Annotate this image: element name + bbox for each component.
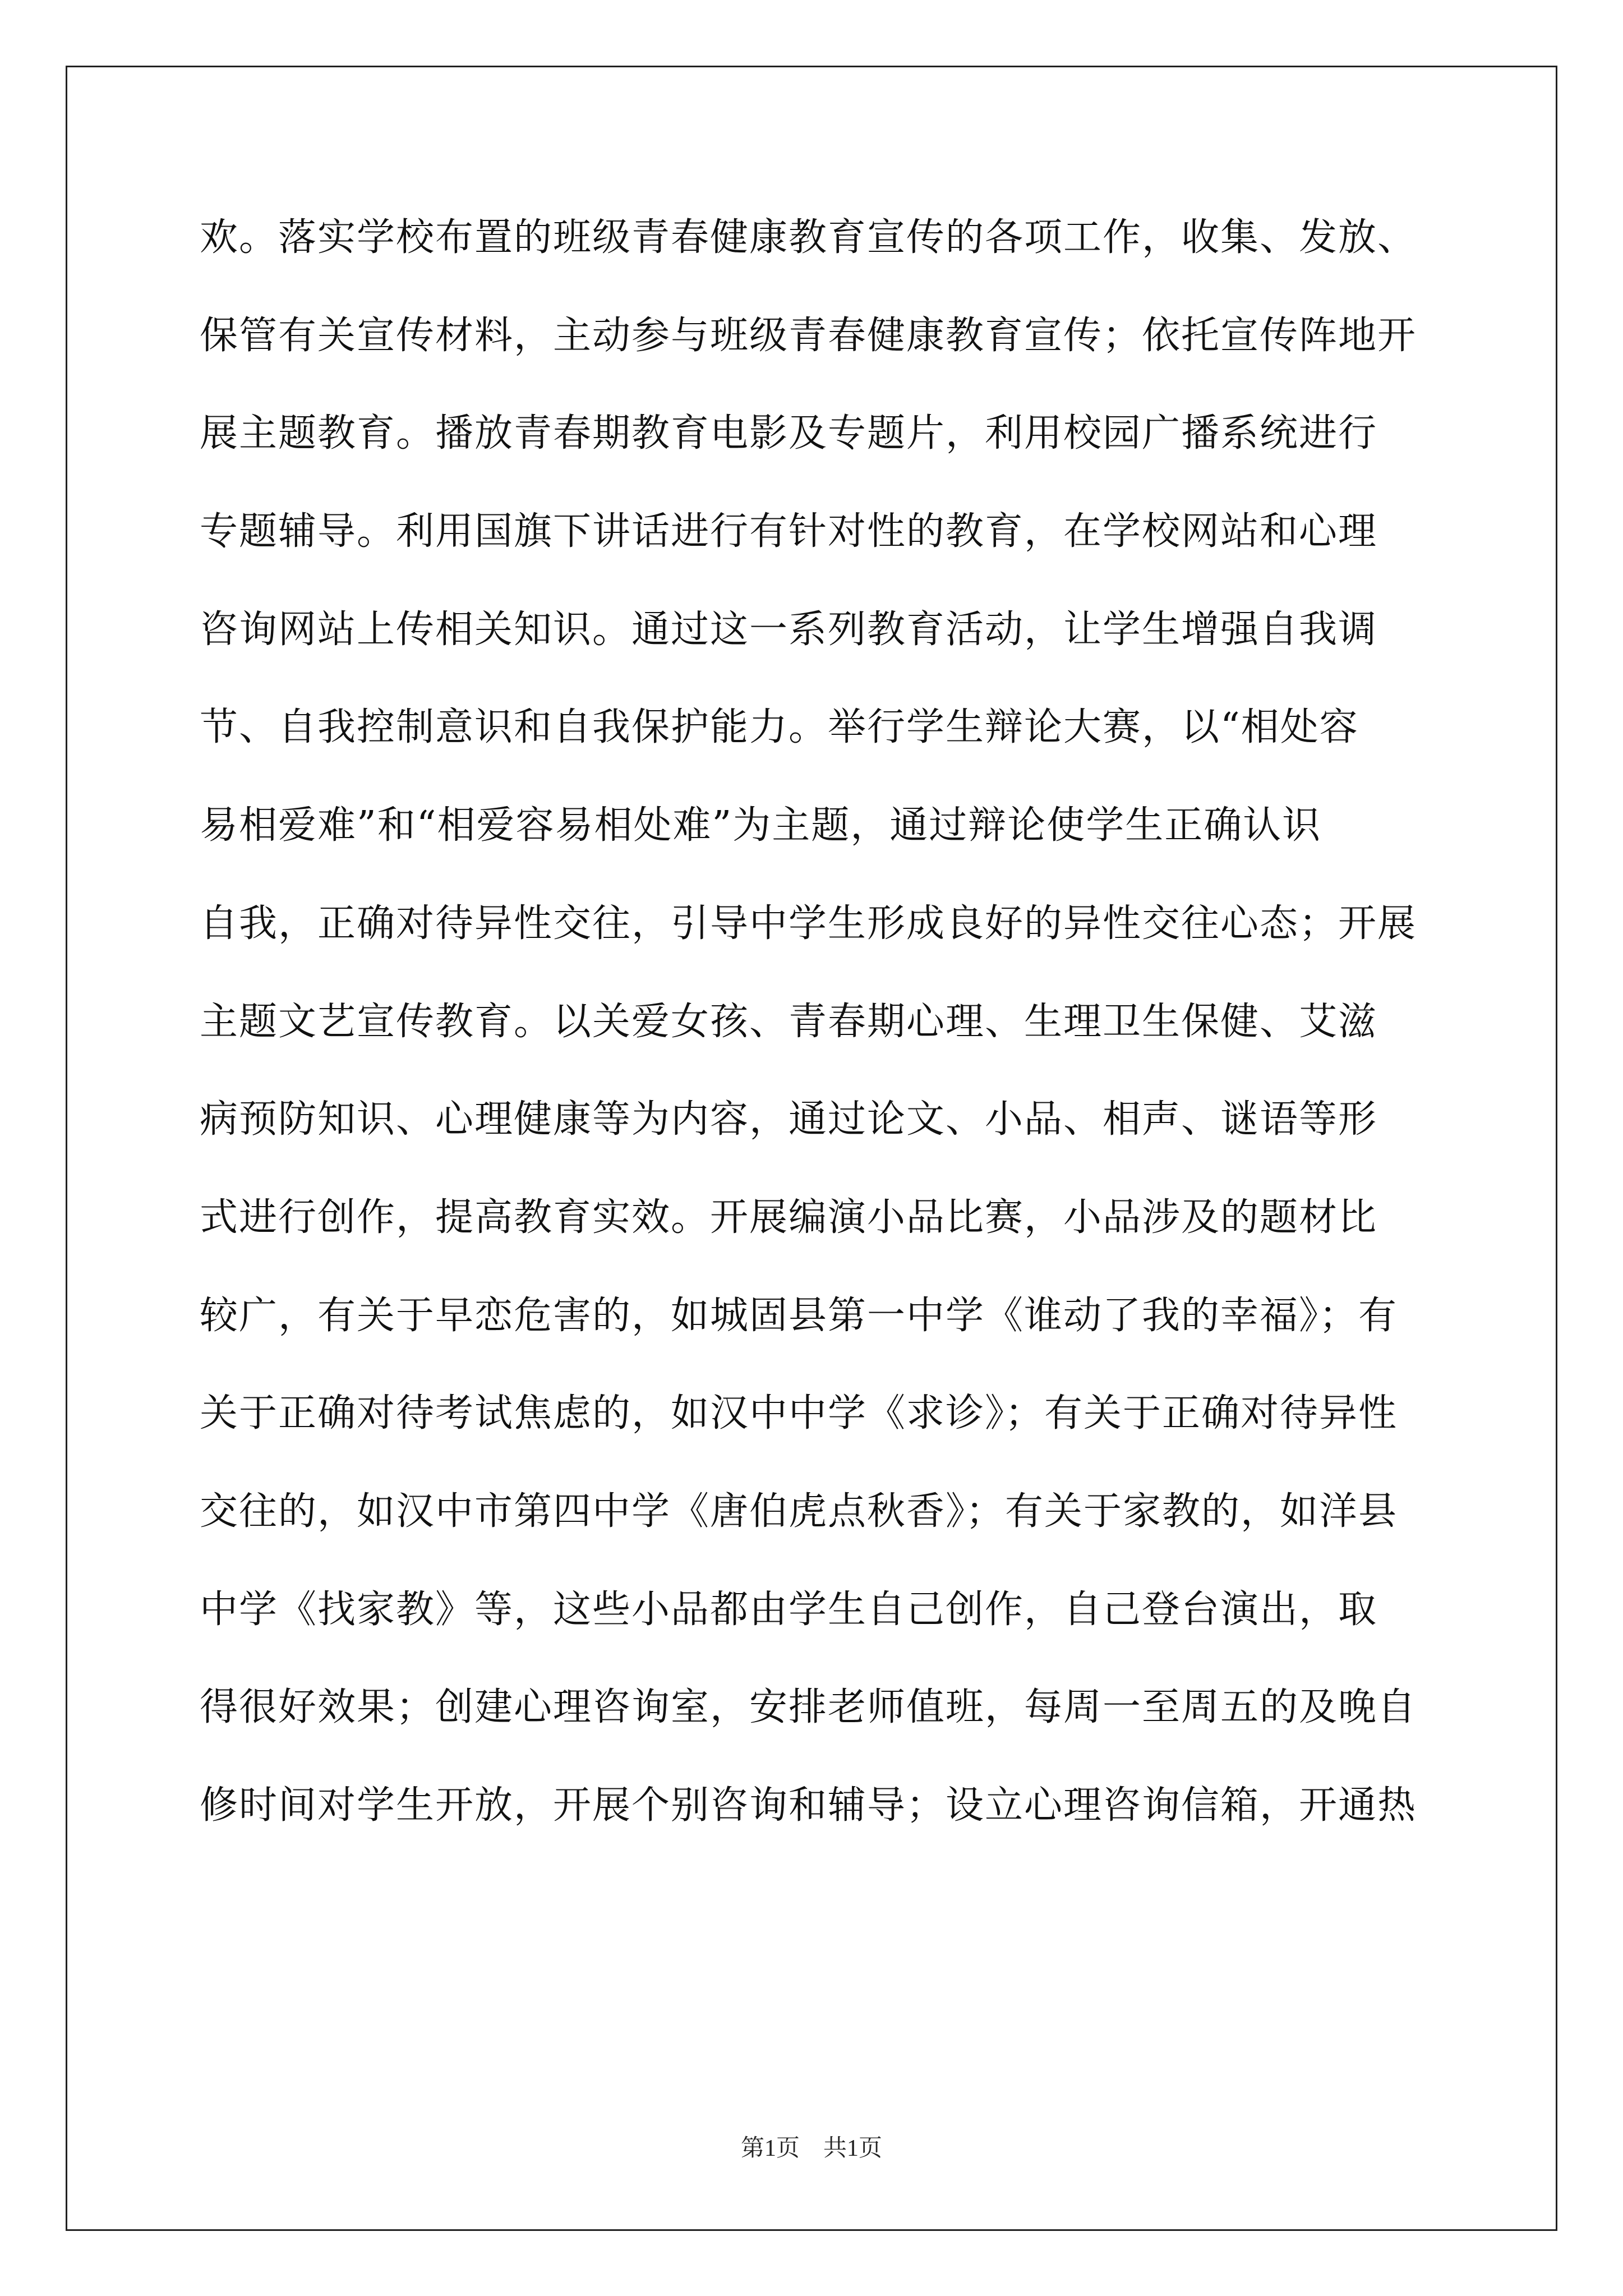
text-line: 较广，有关于早恋危害的，如城固县第一中学《谁动了我的幸福》；有 <box>200 1293 1398 1338</box>
body-paragraph <box>200 211 1467 1877</box>
page-number: 第1页 共1页 <box>740 2136 882 2161</box>
text-line: 式进行创作，提高教育实效。开展编演小品比赛，小品涉及的题材比 <box>200 1195 1378 1240</box>
text-line: 修时间对学生开放，开展个别咨询和辅导；设立心理咨询信箱，开通热 <box>200 1783 1417 1828</box>
text-line: 病预防知识、心理健康等为内容，通过论文、小品、相声、谜语等形 <box>200 1097 1378 1142</box>
text-line: 欢。落实学校布置的班级青春健康教育宣传的各项工作，收集、发放、 <box>200 215 1417 260</box>
text-line: 主题文艺宣传教育。以关爱女孩、青春期心理、生理卫生保健、艾滋 <box>200 999 1378 1044</box>
text-line: 关于正确对待考试焦虑的，如汉中中学《求诊》；有关于正确对待异性 <box>200 1391 1398 1436</box>
text-line: 咨询网站上传相关知识。通过这一系列教育活动，让学生增强自我调 <box>200 607 1378 652</box>
text-line: 得很好效果；创建心理咨询室，安排老师值班，每周一至周五的及晚自 <box>200 1685 1417 1730</box>
text-line: 中学《找家教》等，这些小品都由学生自己创作，自己登台演出，取 <box>200 1587 1378 1632</box>
text-line: 保管有关宣传材料，主动参与班级青春健康教育宣传；依托宣传阵地开 <box>200 313 1417 358</box>
text-line: 专题辅导。利用国旗下讲话进行有针对性的教育，在学校网站和心理 <box>200 509 1378 554</box>
text-line: 节、自我控制意识和自我保护能力。举行学生辩论大赛，以“相处容 <box>200 705 1359 750</box>
text-line: 交往的，如汉中市第四中学《唐伯虎点秋香》；有关于家教的，如洋县 <box>200 1489 1398 1534</box>
text-line: 自我，正确对待异性交往，引导中学生形成良好的异性交往心态；开展 <box>200 901 1417 946</box>
text-line: 易相爱难”和“相爱容易相处难”为主题，通过辩论使学生正确认识 <box>200 803 1322 848</box>
text-line: 展主题教育。播放青春期教育电影及专题片，利用校园广播系统进行 <box>200 411 1378 456</box>
